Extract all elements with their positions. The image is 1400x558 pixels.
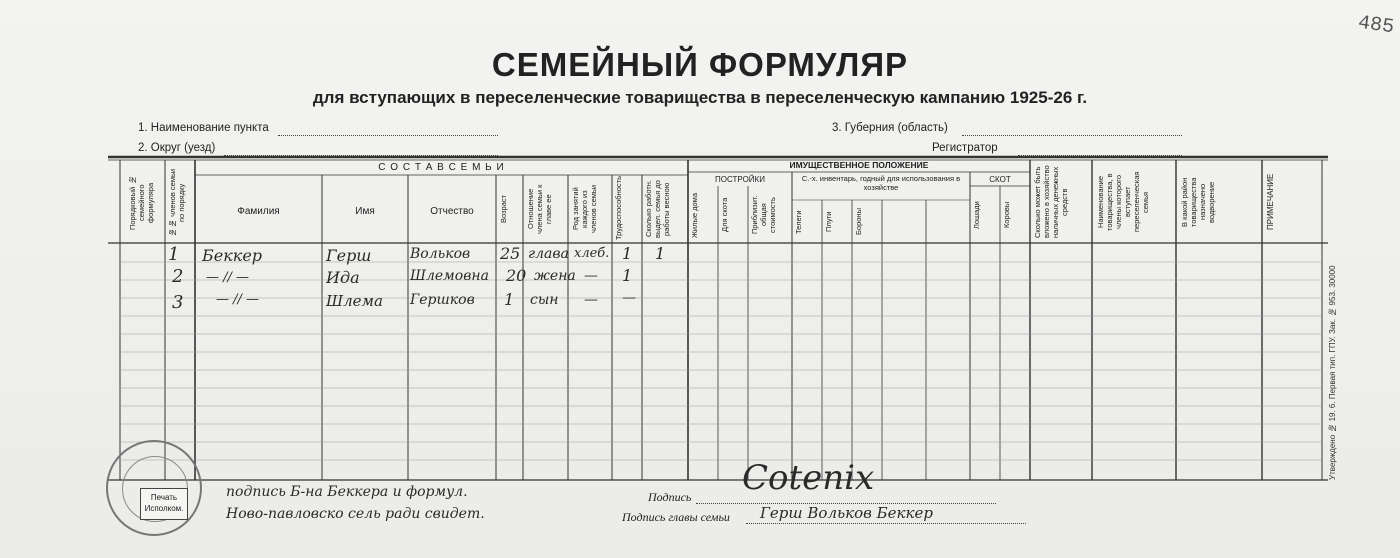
row-2-age: 20 bbox=[506, 266, 527, 285]
row-1-relation: глава bbox=[528, 246, 569, 262]
archive-number: 485 bbox=[1356, 11, 1396, 40]
header-livestock-group: СКОТ bbox=[989, 175, 1011, 184]
footer-note-line2: Ново-павловско сель ради свидет. bbox=[226, 506, 485, 522]
header-money: Сколько может быть вложено в хозяйство наличных денежных средств bbox=[1033, 165, 1069, 239]
row-2-patronymic: Шлемовна bbox=[410, 268, 489, 284]
row-3-occupation: — bbox=[584, 292, 598, 308]
signature: Cotenix bbox=[742, 458, 875, 498]
header-partnership: Наименование товарищества, в члены которого вступает переселенческая семья bbox=[1096, 171, 1150, 233]
header-surname: Фамилия bbox=[237, 206, 280, 217]
header-carts: Телеги bbox=[794, 210, 803, 234]
signature-label: Подпись bbox=[648, 490, 692, 504]
row-1-occupation: хлеб. bbox=[574, 246, 610, 261]
header-occupation: Род занятий каждого из членов семьи bbox=[571, 185, 598, 234]
header-ability: Трудоспособность bbox=[614, 176, 623, 240]
header-member-no: №№ членов семьи по порядку bbox=[168, 168, 186, 238]
footer-note-line1: подпись Б-на Беккера и формул. bbox=[226, 484, 468, 500]
row-2-name: Ида bbox=[326, 268, 360, 287]
row-3-ability: — bbox=[622, 290, 636, 306]
header-patronymic: Отчество bbox=[430, 206, 474, 217]
row-3-name: Шлема bbox=[326, 292, 383, 310]
header-ordinal: Порядковый № семейного формуляра bbox=[128, 175, 155, 231]
row-2-occupation: — bbox=[584, 268, 598, 284]
header-region: В какой район товарищества назначено водворение bbox=[1180, 177, 1216, 227]
row-2-no: 2 bbox=[172, 266, 184, 287]
row-1-name: Герш bbox=[326, 246, 372, 265]
form-title: СЕМЕЙНЫЙ ФОРМУЛЯР bbox=[491, 46, 909, 83]
head-signature-line bbox=[746, 523, 1026, 524]
row-1-patronymic: Вольков bbox=[410, 246, 471, 262]
header-value: Приблизит. общая стоимость bbox=[750, 195, 777, 235]
form-subtitle: для вступающих в переселенческие товарищества в переселенческую кампанию 1925-26 г. bbox=[312, 88, 1088, 107]
header-cows: Коровы bbox=[1002, 201, 1011, 229]
field-province-label: 3. Губерния (область) bbox=[832, 122, 948, 134]
row-2-ability: 1 bbox=[622, 266, 633, 285]
head-signature-label: Подпись главы семьи bbox=[622, 510, 730, 524]
header-name: Имя bbox=[355, 206, 375, 217]
header-inventory-group: С.-х. инвентарь, годный для использования в хозяйстве bbox=[801, 174, 961, 192]
header-houses: Жилые дома bbox=[690, 192, 699, 238]
row-1-age: 25 bbox=[500, 244, 521, 263]
header-relation: Отношение члена семьи к главе ее bbox=[526, 184, 553, 234]
header-workers: Сколько работн. выдел. семья до работы весною bbox=[644, 180, 671, 238]
row-1-no: 1 bbox=[168, 244, 180, 265]
row-3-age: 1 bbox=[504, 290, 515, 309]
header-ploughs: Плуги bbox=[824, 211, 833, 233]
field-registrar-label: Регистратор bbox=[932, 142, 998, 154]
row-1-surname: Беккер bbox=[202, 246, 263, 265]
header-remarks: ПРИМЕЧАНИЕ bbox=[1266, 173, 1275, 231]
header-age: Возраст bbox=[499, 194, 508, 224]
row-3-no: 3 bbox=[172, 292, 184, 313]
header-family-group: С О С Т А В С Е М Ь И bbox=[378, 162, 505, 173]
stamp-box: Печать Исполком. bbox=[140, 488, 188, 520]
head-signature: Герш Вольков Беккер bbox=[760, 504, 933, 522]
row-3-surname: — // — bbox=[216, 292, 260, 307]
row-1-workers: 1 bbox=[655, 244, 666, 263]
header-cattle-shed: Для скота bbox=[720, 197, 729, 233]
header-horses: Лошади bbox=[972, 201, 981, 229]
header-harrows: Бороны bbox=[854, 208, 863, 236]
row-2-surname: — // — bbox=[206, 270, 250, 285]
header-buildings-group: ПОСТРОЙКИ bbox=[715, 175, 765, 184]
field-settlement-label: 1. Наименование пункта bbox=[138, 122, 269, 134]
row-3-relation: сын bbox=[530, 292, 559, 308]
header-property-group: ИМУЩЕСТВЕННОЕ ПОЛОЖЕНИЕ bbox=[789, 160, 929, 170]
row-1-ability: 1 bbox=[622, 244, 633, 263]
row-3-patronymic: Гершков bbox=[410, 292, 475, 308]
printer-note: Утверждено № 19. 6. Первая тип. ГПУ. Зак. № 953. 30000 bbox=[1328, 265, 1337, 480]
field-district-label: 2. Округ (уезд) bbox=[138, 142, 216, 154]
row-2-relation: жена bbox=[534, 268, 576, 284]
